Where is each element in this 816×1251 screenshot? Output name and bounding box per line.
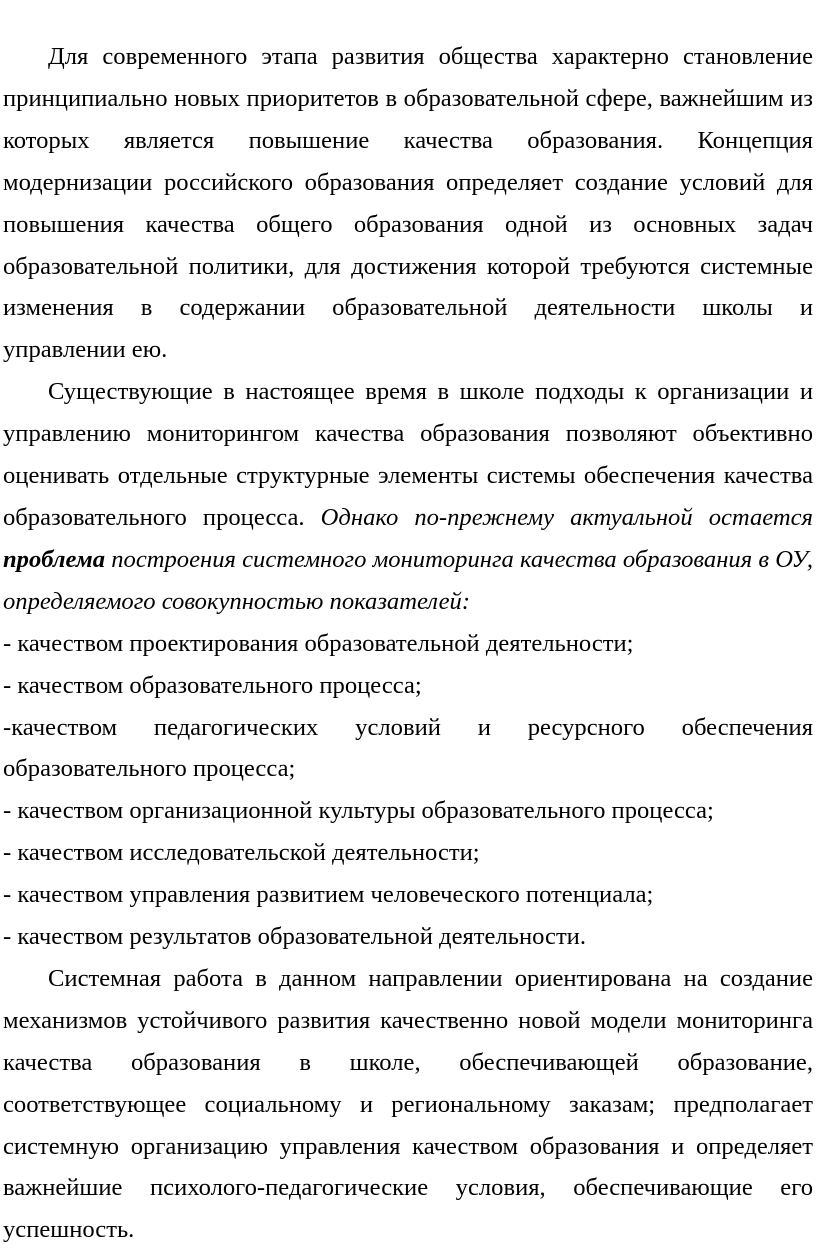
list-item: -качеством педагогических условий и ресурсного обеспечения образовательного процесса;	[3, 713, 813, 783]
problem-statement-tail: построения системного мониторинга качества образования в ОУ, определяемого совокупностью показателей:	[3, 545, 813, 615]
problem-keyword: проблема	[3, 545, 106, 573]
quality-indicators-list	[3, 623, 813, 958]
paragraph-monitoring-approaches	[3, 371, 813, 622]
paragraph-monitoring-plain: Существующие в настоящее время в школе подходы к организации и управлению мониторингом качества образования позволяют объективно оценивать отдельные структурные элементы системы обеспечения качества образовательного процесса.	[3, 378, 813, 531]
list-item: - качеством управления развитием человеческого потенциала;	[3, 881, 654, 909]
paragraph-systemic-work: Системная работа в данном направлении ориентирована на создание механизмов устойчивого развития качественно новой модели мониторинга качества образования в школе, обеспечивающей образование, соответствующее социальному и региональному заказам; предполагает системную организацию управления качеством образования и определяет важнейшие психолого-педагогические условия, обеспечивающие его успешность.	[3, 964, 813, 1244]
paragraph-modernization: Для современного этапа развития общества характерно становление принципиально новых приоритетов в образовательной сфере, важнейшим из которых является повышение качества образования. Концепция модернизации российского образования определяет создание условий для повышения качества общего образования одной из основных задач образовательной политики, для достижения которой требуются системные изменения в содержании образовательной деятельности школы и управлении ею.	[3, 43, 813, 364]
list-item: - качеством исследовательской деятельности;	[3, 839, 480, 867]
list-item: - качеством результатов образовательной деятельности.	[3, 923, 586, 951]
list-item: - качеством организационной культуры образовательного процесса;	[3, 797, 714, 825]
list-item: - качеством образовательного процесса;	[3, 671, 422, 699]
problem-statement-lead: Однако по-прежнему актуальной остается	[320, 503, 813, 531]
list-item: - качеством проектирования образовательной деятельности;	[3, 629, 634, 657]
